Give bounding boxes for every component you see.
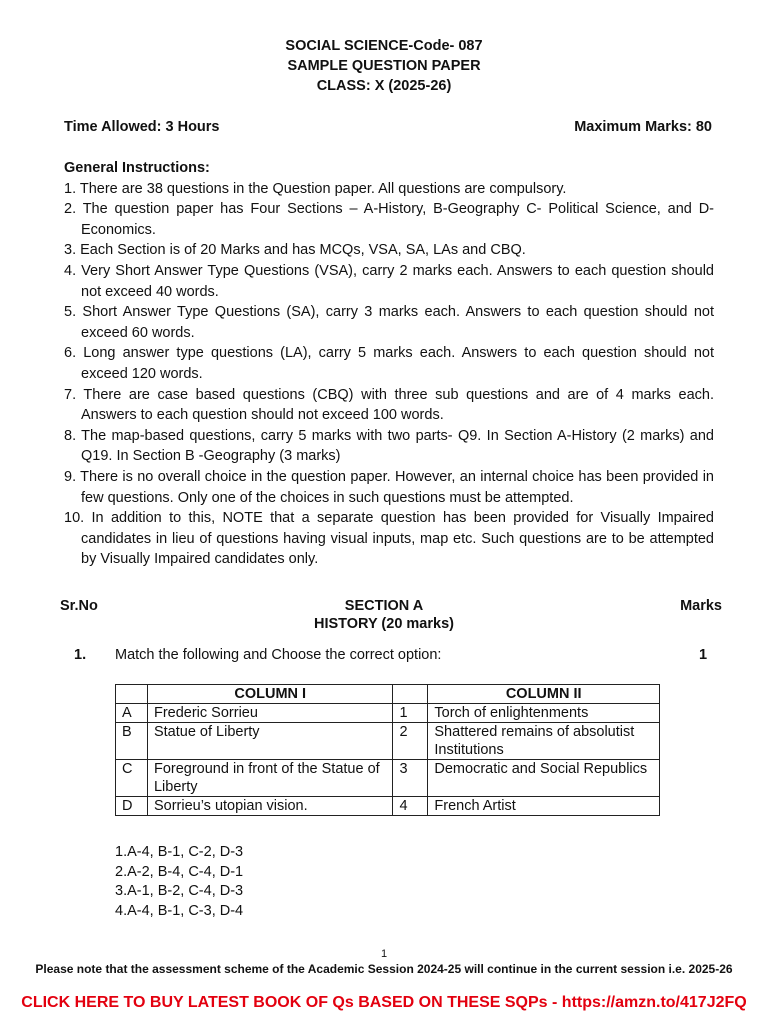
- question-marks: 1: [699, 647, 708, 663]
- instruction-item: 9. There is no overall choice in the question paper. However, an internal choice has been provided in few questions. Only one of the choices in such questions must be attempted.: [64, 468, 714, 506]
- row-number: 1: [393, 704, 428, 723]
- row-number: 2: [393, 723, 428, 760]
- column-2-cell: French Artist: [428, 797, 660, 816]
- match-table: [115, 684, 660, 816]
- instructions-heading: General Instructions:: [64, 160, 210, 176]
- row-number: 3: [393, 760, 428, 797]
- row-letter: B: [116, 723, 148, 760]
- instruction-item: 4. Very Short Answer Type Questions (VSA), carry 2 marks each. Answers to each question should not exceed 40 words.: [64, 262, 714, 300]
- assessment-note: Please note that the assessment scheme of the Academic Session 2024-25 will continue in the current session i.e. 2025-26: [35, 962, 733, 976]
- buy-book-link[interactable]: CLICK HERE TO BUY LATEST BOOK OF Qs BASED ON THESE SQPs - https://amzn.to/417J2FQ: [21, 994, 747, 1011]
- class-label: CLASS: X (2025-26): [316, 78, 452, 94]
- table-row: [116, 704, 660, 723]
- maximum-marks: Maximum Marks: 80: [574, 119, 712, 135]
- paper-subtitle: SAMPLE QUESTION PAPER: [287, 58, 481, 74]
- srno-label: Sr.No: [60, 598, 98, 614]
- answer-option: 4.A-4, B-1, C-3, D-4: [115, 902, 244, 919]
- question-text: Match the following and Choose the correct option:: [115, 647, 442, 663]
- table-header-cell: [116, 685, 148, 704]
- column-1-cell: Sorrieu’s utopian vision.: [147, 797, 392, 816]
- instruction-item: 8. The map-based questions, carry 5 marks with two parts- Q9. In Section A-History (2 marks) and Q19. In Section B -Geography (3 marks): [64, 427, 714, 465]
- instruction-item: 6. Long answer type questions (LA), carry 5 marks each. Answers to each question should not exceed 120 words.: [64, 345, 714, 382]
- answer-options: [115, 843, 243, 921]
- instruction-item: 1. There are 38 questions in the Question paper. All questions are compulsory.: [64, 180, 567, 197]
- answer-option: 2.A-2, B-4, C-4, D-1: [115, 863, 244, 880]
- table-row: [116, 797, 660, 816]
- row-letter: D: [116, 797, 148, 816]
- marks-label: Marks: [680, 598, 722, 614]
- answer-option: 1.A-4, B-1, C-2, D-3: [115, 844, 244, 860]
- question-number: 1.: [74, 647, 87, 663]
- table-row: [116, 760, 660, 797]
- paper-title: SOCIAL SCIENCE-Code- 087: [285, 38, 483, 54]
- column-1-cell: Foreground in front of the Statue of Liberty: [147, 760, 392, 797]
- row-letter: A: [116, 704, 148, 723]
- instruction-item: 7. There are case based questions (CBQ) with three sub questions and are of 4 marks each. Answers to each question should not exceed 100 words.: [64, 386, 714, 424]
- page-number: 1: [380, 948, 388, 960]
- answer-option: 3.A-1, B-2, C-4, D-3: [115, 883, 244, 899]
- table-row: [116, 723, 660, 760]
- column-1-cell: Frederic Sorrieu: [147, 704, 392, 723]
- column-1-header: COLUMN I: [147, 685, 392, 704]
- row-letter: C: [116, 760, 148, 797]
- section-subtitle: HISTORY (20 marks): [314, 616, 454, 632]
- table-header-cell: [393, 685, 428, 704]
- column-2-cell: Shattered remains of absolutist Institutions: [428, 723, 660, 760]
- column-1-cell: Statue of Liberty: [147, 723, 392, 760]
- column-2-cell: Torch of enlightenments: [428, 704, 660, 723]
- instruction-item: 2. The question paper has Four Sections – A-History, B-Geography C- Political Science, and D-Economics.: [64, 201, 714, 238]
- column-2-header: COLUMN II: [428, 685, 660, 704]
- instruction-item: 5. Short Answer Type Questions (SA), carry 3 marks each. Answers to each question should not exceed 60 words.: [64, 304, 714, 341]
- column-2-cell: Democratic and Social Republics: [428, 760, 660, 797]
- section-title: SECTION A: [344, 598, 424, 614]
- instruction-item: 3. Each Section is of 20 Marks and has MCQs, VSA, SA, LAs and CBQ.: [64, 242, 526, 259]
- row-number: 4: [393, 797, 428, 816]
- instruction-item: 10. In addition to this, NOTE that a separate question has been provided for Visually Impaired candidates in lieu of questions having visual inputs, map etc. Such questions are to be attempted by Visually Impaired candidates only.: [64, 510, 714, 568]
- time-allowed: Time Allowed: 3 Hours: [64, 119, 220, 135]
- table-header-row: [116, 685, 660, 704]
- general-instructions: [64, 158, 714, 570]
